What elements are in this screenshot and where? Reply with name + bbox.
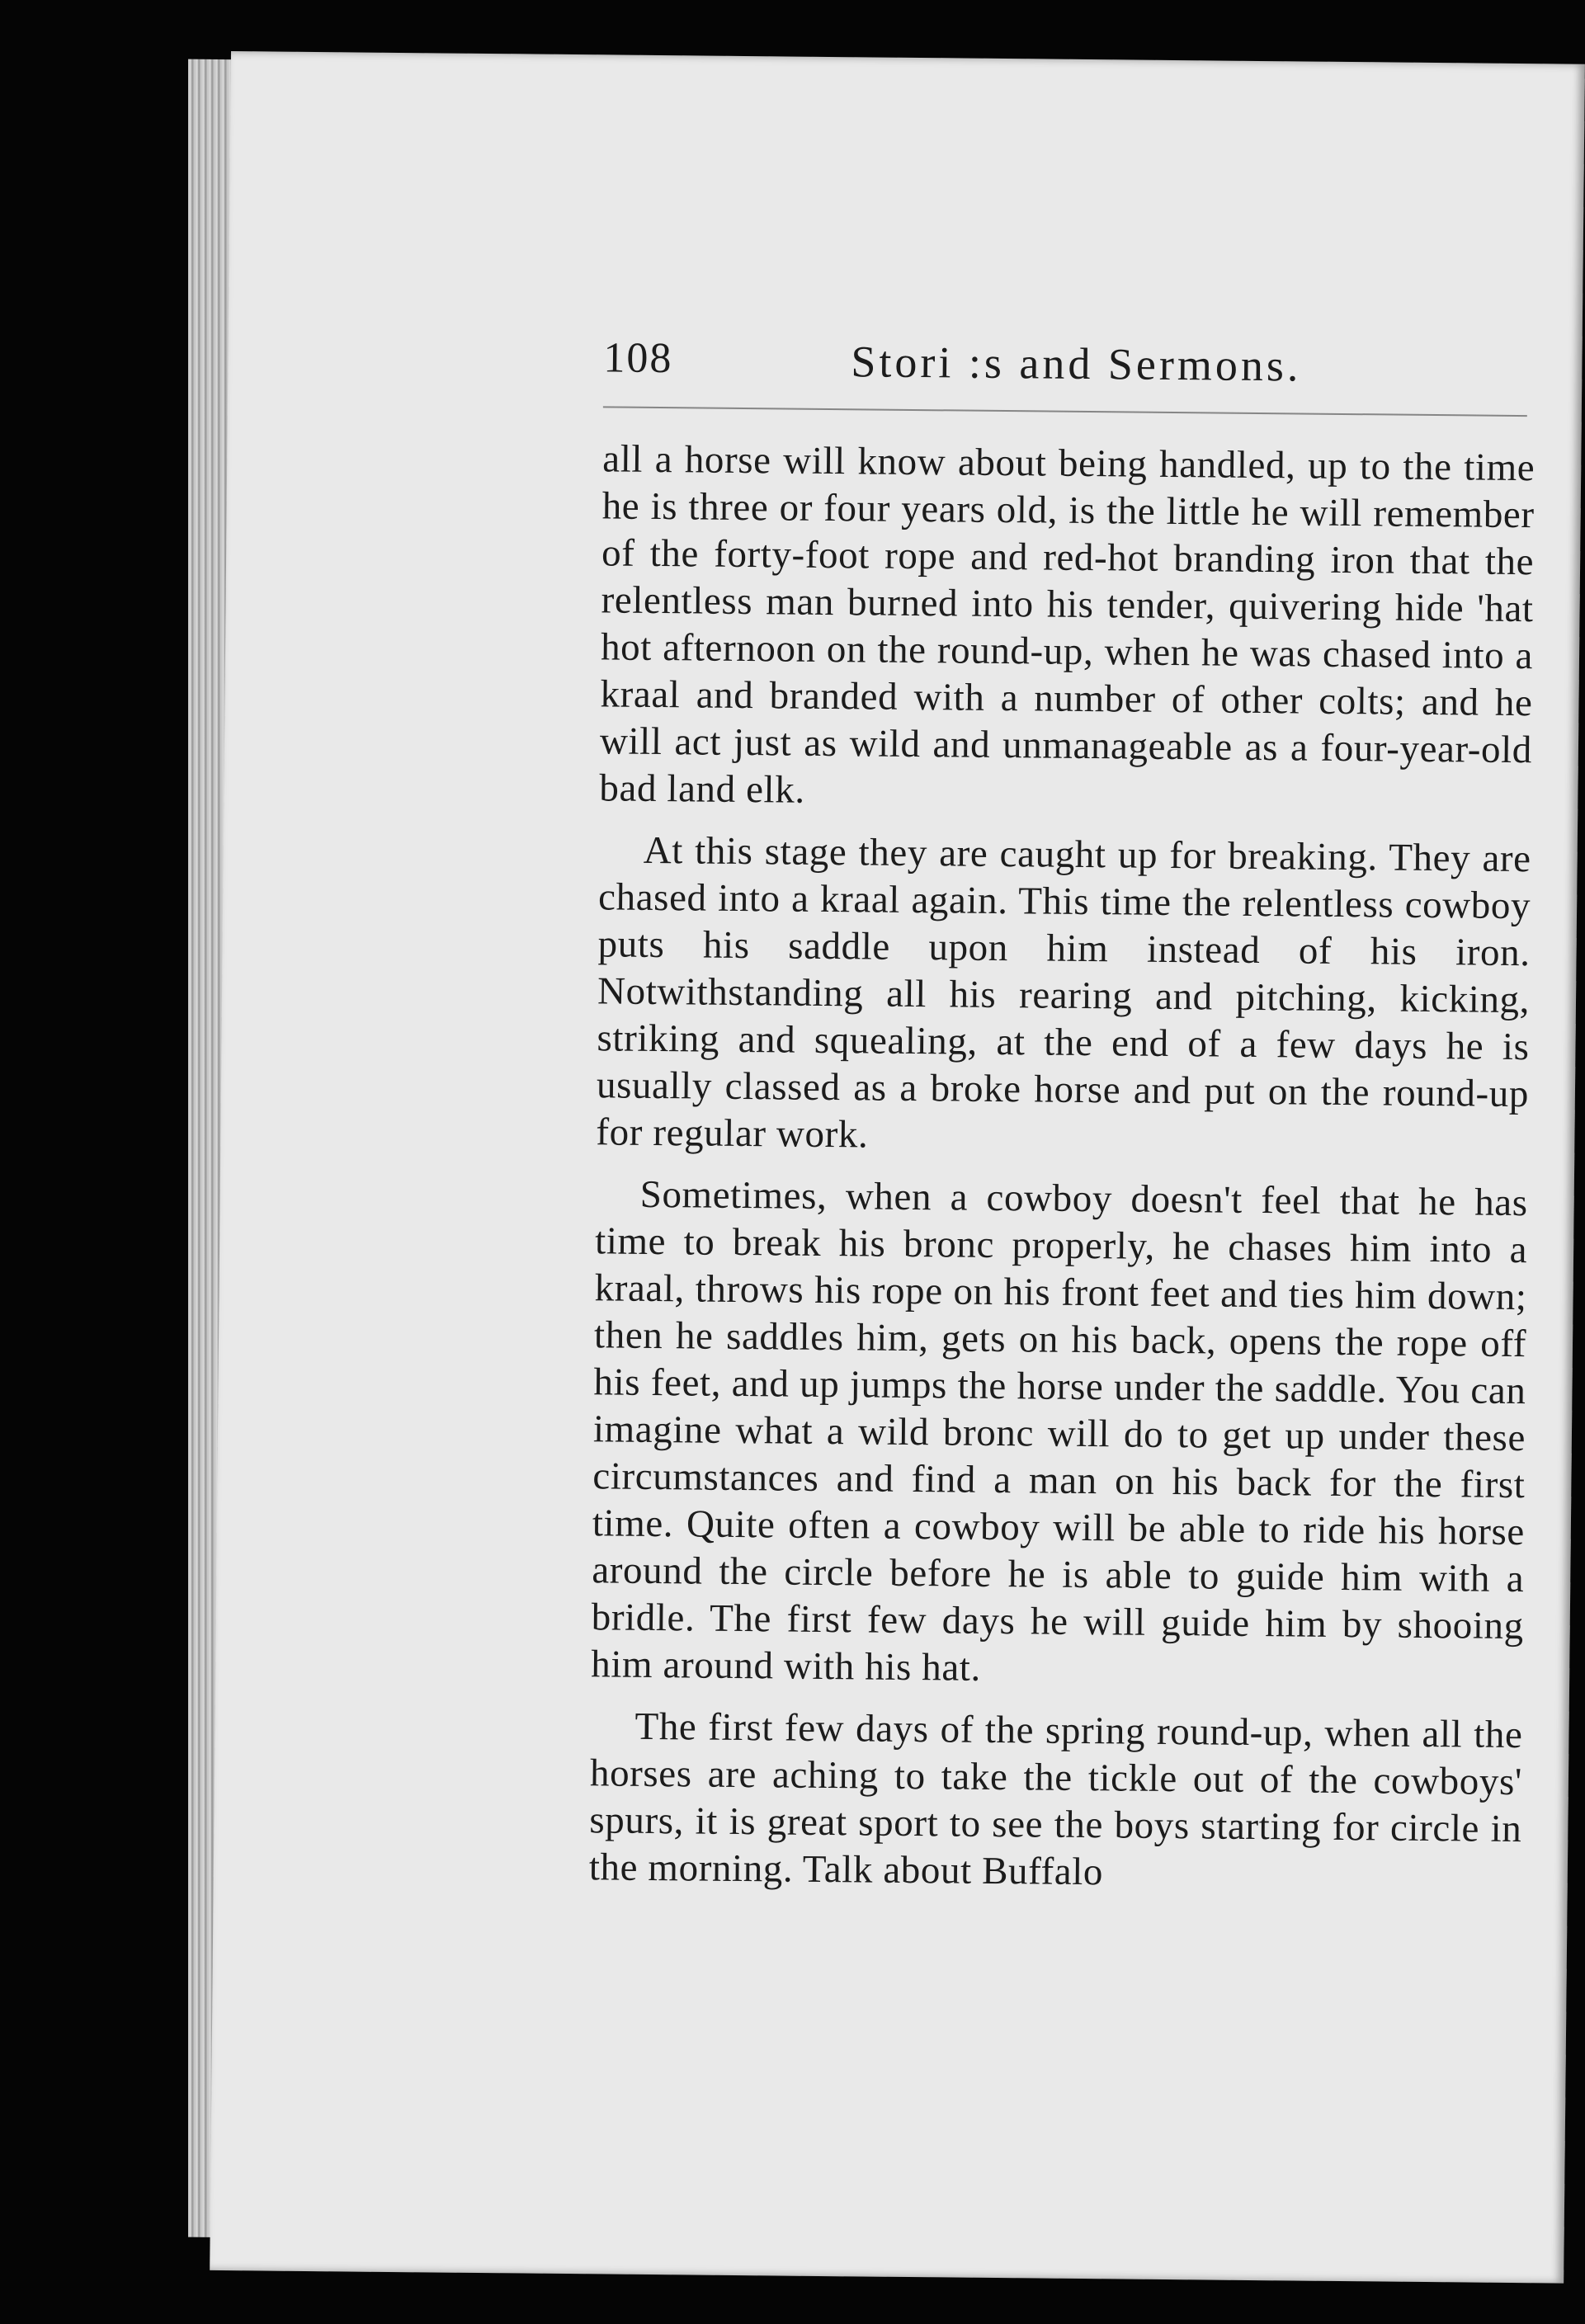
paragraph: all a horse will know about being handled, up to the time he is three or four years old, is the little he will remember of the forty-foot rope and red-hot branding iron that the relentless man burned into his tender, quivering hide 'hat hot afternoon on the round-up, when he was chased into a kraal and branded with a number of other colts; and he will act just as wild and unmanageable as a four-year-old bad land elk. bbox=[599, 437, 1535, 812]
page-content bbox=[588, 333, 1535, 1915]
paragraph: The first few days of the spring round-up, when all the horses are aching to take the tickle out of the cowboys' spurs, it is great sport to see the boys starting for circle in the morning. Talk about Buffalo bbox=[588, 1704, 1523, 1894]
page-number: 108 bbox=[603, 334, 673, 383]
paragraph: Sometimes, when a cowboy doesn't feel that he has time to break his bronc properly, he chases him into a kraal, throws his rope on his front feet and ties him down; then he saddles him, gets on his back, opens the rope off his feet, and up jumps the horse under the saddle. You can imagine what a wild bronc will do to get up under these circumstances and find a man on his back for the first time. Quite often a cowboy will be able to ride his horse around the circle before he is able to guide him with a bridle. The first few days he will guide him by shooing him around with his hat. bbox=[591, 1172, 1528, 1690]
body-text bbox=[589, 436, 1535, 1900]
paragraph: At this stage they are caught up for breaking. They are chased into a kraal again. This time the relentless cowboy puts his saddle upon him instead of his iron. Notwithstanding all his rearing and pitching, kicking, striking and squealing, at the end of a few days he is usually classed as a broke horse and put on the round-up for regular work. bbox=[596, 828, 1531, 1157]
book-page bbox=[210, 51, 1585, 2284]
running-head bbox=[603, 333, 1536, 400]
running-title: Stori :s and Sermons. bbox=[851, 337, 1302, 391]
header-rule bbox=[603, 406, 1527, 417]
